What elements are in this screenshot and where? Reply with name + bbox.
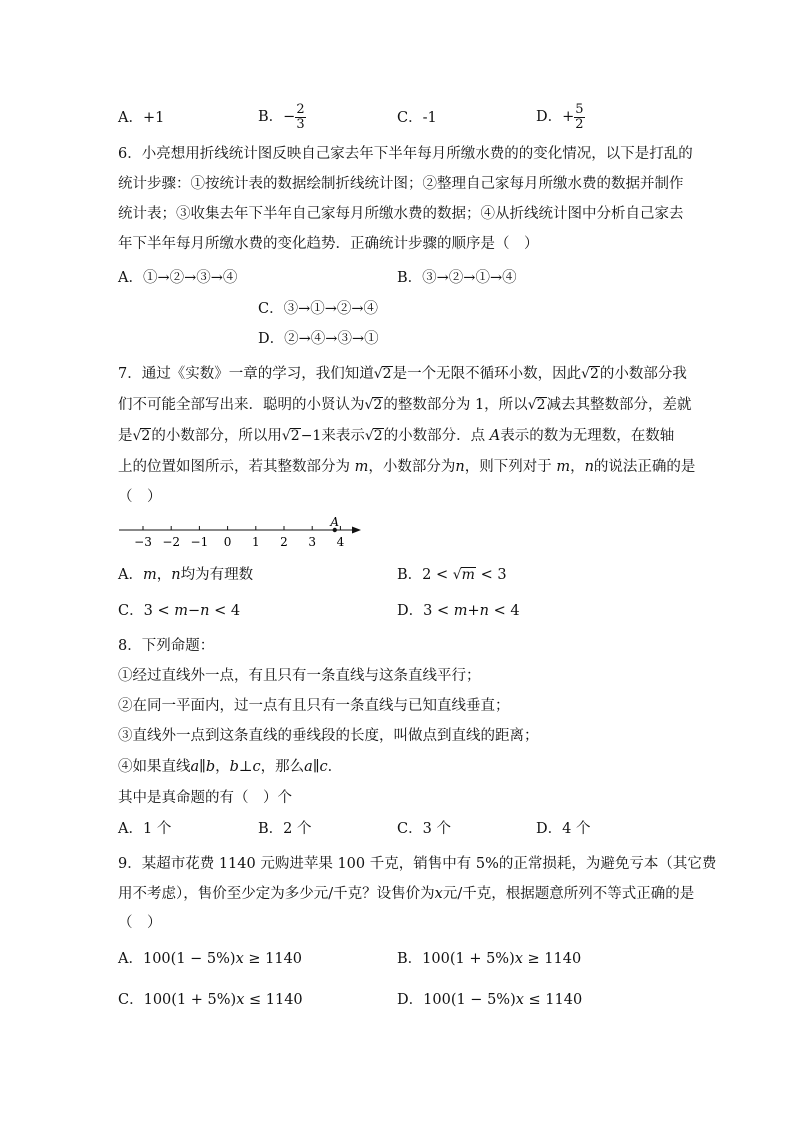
tick-label: 1 [251,535,260,549]
q6-option-d [258,329,379,349]
text: 100(1 + 5%) [143,992,237,1008]
option-letter: A． [118,567,143,583]
option-letter: C． [397,110,423,126]
option-letter: C． [118,603,144,619]
option-letter: B． [258,109,284,125]
point-label: A [489,428,501,444]
option-letter: D． [536,821,563,837]
text: ≥ 1140 [522,951,582,967]
q7-line-1 [118,364,687,384]
sqrt-2: √2 [364,428,383,444]
option-text: ③→②→①→④ [422,270,517,286]
option-text: ③→①→②→④ [283,301,379,317]
arrow-icon [352,527,361,534]
option-letter: A． [118,951,143,967]
q7-line-5: （ ） [118,489,162,505]
q8-option-d [536,819,590,839]
radicand: 2 [373,428,383,444]
point-a-label: A [330,515,340,529]
q9-option-b [397,949,581,969]
option-letter: B． [258,821,284,837]
q8-title: 8．下列命题： [118,638,215,654]
text: 来表示 [321,428,365,444]
denominator: 2 [575,116,584,132]
radicand: m [461,567,475,583]
text: ≥ 1140 [243,951,303,967]
var-n: n [479,603,489,619]
text: < 4 [214,603,241,619]
var-m: m [453,603,468,619]
option-letter: A． [118,110,143,126]
option-letter: D． [536,109,563,125]
tick-label: 2 [280,535,288,549]
option-letter: C． [258,301,284,317]
option-text: +1 [142,110,165,126]
var-m: m [354,459,369,475]
text: ，那么 [260,759,305,775]
math: a∥b [190,759,216,775]
fraction [295,103,305,132]
q8-statement-2: ②在同一平面内，过一点有且只有一条直线与已知直线垂直； [118,698,510,714]
var-x: x [235,951,244,967]
text: ，则下列对于 [464,459,552,475]
option-letter: B． [397,270,423,286]
radicand: 2 [290,428,300,444]
tick-label: 0 [223,535,232,549]
sqrt-2: √2 [527,397,546,413]
text: ， [156,567,172,583]
radicand: 2 [536,397,546,413]
sqrt-2-minus-1: √2−1 [281,428,322,444]
q8-statement-4 [118,757,342,777]
text: 的小数部分．点 [383,428,486,444]
text: ≤ 1140 [523,992,583,1008]
option-letter: D． [397,992,424,1008]
text: 100(1 − 5%) [423,992,516,1008]
option-letter: A． [118,821,143,837]
radicand: 2 [373,397,383,413]
q7-line-2 [118,395,692,415]
math: b⊥c [229,759,261,775]
text: ≤ 1140 [244,992,303,1008]
option-letter: A． [118,270,143,286]
text: 们不可能全部写出来．聪明的小贤认为 [118,397,365,413]
q9-option-c [118,990,303,1010]
minus-one: −1 [300,428,322,444]
q9-line-2 [118,884,694,904]
text: 是一个无限不循环小数，因此 [392,366,582,382]
tick-label: −2 [162,535,181,549]
option-text: 4 个 [562,821,591,837]
tick-label: −3 [134,535,152,549]
option-letter: D． [258,331,285,347]
option-text: 3 个 [422,821,451,837]
q6-line-4: 年下半年每月所缴水费的变化趋势．正确统计步骤的顺序是（ ） [118,236,539,252]
text: 3 < [143,603,170,619]
sqrt-2: √2 [581,366,599,382]
q5-option-a [118,108,164,128]
sqrt-2: √2 [364,397,383,413]
q9-line-3: （ ） [118,915,162,931]
text: 的说法正确的是 [593,459,696,475]
option-letter: B． [397,567,423,583]
var-x: x [236,992,245,1008]
q8-question: 其中是真命题的有（ ）个 [118,790,292,806]
var-m: m [142,567,157,583]
var-n: n [584,459,594,475]
option-sign: + [562,109,575,125]
tick-label: 3 [308,535,317,549]
q8-statement-1: ①经过直线外一点，有且只有一条直线与这条直线平行； [118,668,481,684]
numerator: 5 [575,101,584,117]
text: 表示的数为无理数，在数轴 [500,428,675,444]
q6-line-2: 统计步骤：①按统计表的数据绘制折线统计图；②整理自己家每月所缴水费的数据并制作 [118,176,684,192]
option-letter: C． [397,821,423,837]
fraction [574,103,584,132]
option-text: ②→④→③→① [284,331,379,347]
q7-option-a [118,565,253,585]
text: < 4 [493,603,520,619]
text: 2 < [422,567,449,583]
option-letter: D． [397,603,424,619]
var-x: x [434,886,443,902]
sqrt-m: √m [452,567,475,583]
number-line [115,513,375,553]
var-n: n [455,459,465,475]
q8-option-b [258,819,312,839]
tick-group [134,526,344,549]
text: 的整数部分为 1，所以 [383,397,528,413]
q9-option-a [118,949,302,969]
radicand: 2 [382,366,392,382]
text: + [467,603,480,619]
tick-label: −1 [190,535,209,549]
var-m: m [556,459,571,475]
text: ，小数部分为 [368,459,456,475]
q9-line-1: 9．某超市花费 1140 元购进苹果 100 千克，销售中有 5%的正常损耗，为避免亏本（其它费 [118,856,717,872]
q5-option-c [397,108,437,128]
text: 元/千克，根据题意所列不等式正确的是 [442,886,695,902]
q6-option-b [397,268,517,288]
text: 100(1 + 5%) [422,951,515,967]
q7-line-4 [118,457,695,477]
text: ， [570,459,585,475]
var-m: m [174,603,188,619]
var-x: x [515,992,524,1008]
tick-label: 4 [336,535,345,549]
q8-option-a [118,819,171,839]
text: < 3 [480,567,507,583]
radicand: 2 [590,366,599,382]
text: ， [215,759,230,775]
q7-line-3 [118,426,674,446]
text: 7．通过《实数》一章的学习，我们知道 [118,366,374,382]
text: ． [327,759,343,775]
option-letter: C． [118,992,144,1008]
option-text: 1 个 [142,821,172,837]
option-text: 均为有理数 [180,567,254,583]
numerator: 2 [296,101,305,117]
var-n: n [171,567,181,583]
var-x: x [514,951,523,967]
text: 100(1 − 5%) [142,951,236,967]
q7-option-b [397,565,507,585]
q6-option-c [258,299,378,319]
option-text: -1 [422,110,437,126]
text: 是 [118,428,133,444]
text: ④如果直线 [118,759,191,775]
option-letter: B． [397,951,423,967]
q5-option-d [536,100,585,134]
q6-line-3: 统计表；③收集去年下半年自己家每月所缴水费的数据；④从折线统计图中分析自己家去 [118,206,684,222]
sqrt-2: √2 [132,428,151,444]
option-text: 2 个 [283,821,312,837]
q6-option-a [118,268,237,288]
q7-option-c [118,601,240,621]
text: 上的位置如图所示，若其整数部分为 [118,459,350,475]
option-sign: − [283,109,296,125]
q9-option-d [397,990,582,1010]
sqrt-2: √2 [373,366,392,382]
text: − [187,603,201,619]
radicand: 2 [141,428,151,444]
q5-option-b [258,100,306,134]
q6-line-1: 6．小亮想用折线统计图反映自己家去年下半年每月所缴水费的的变化情况，以下是打乱的 [118,146,693,162]
text: 3 < [423,603,450,619]
text: 减去其整数部分，差就 [546,397,692,413]
q7-option-d [397,601,520,621]
var-n: n [200,603,210,619]
math: a∥c [304,759,328,775]
text: 用不考虑），售价至少定为多少元/千克？设售价为 [118,886,435,902]
q8-statement-3: ③直线外一点到这条直线的垂线段的长度，叫做点到直线的距离； [118,728,539,744]
text: 的小数部分我 [599,366,687,382]
denominator: 3 [296,116,305,132]
q8-option-c [397,819,451,839]
option-text: ①→②→③→④ [142,270,238,286]
text: 的小数部分，所以用 [151,428,282,444]
